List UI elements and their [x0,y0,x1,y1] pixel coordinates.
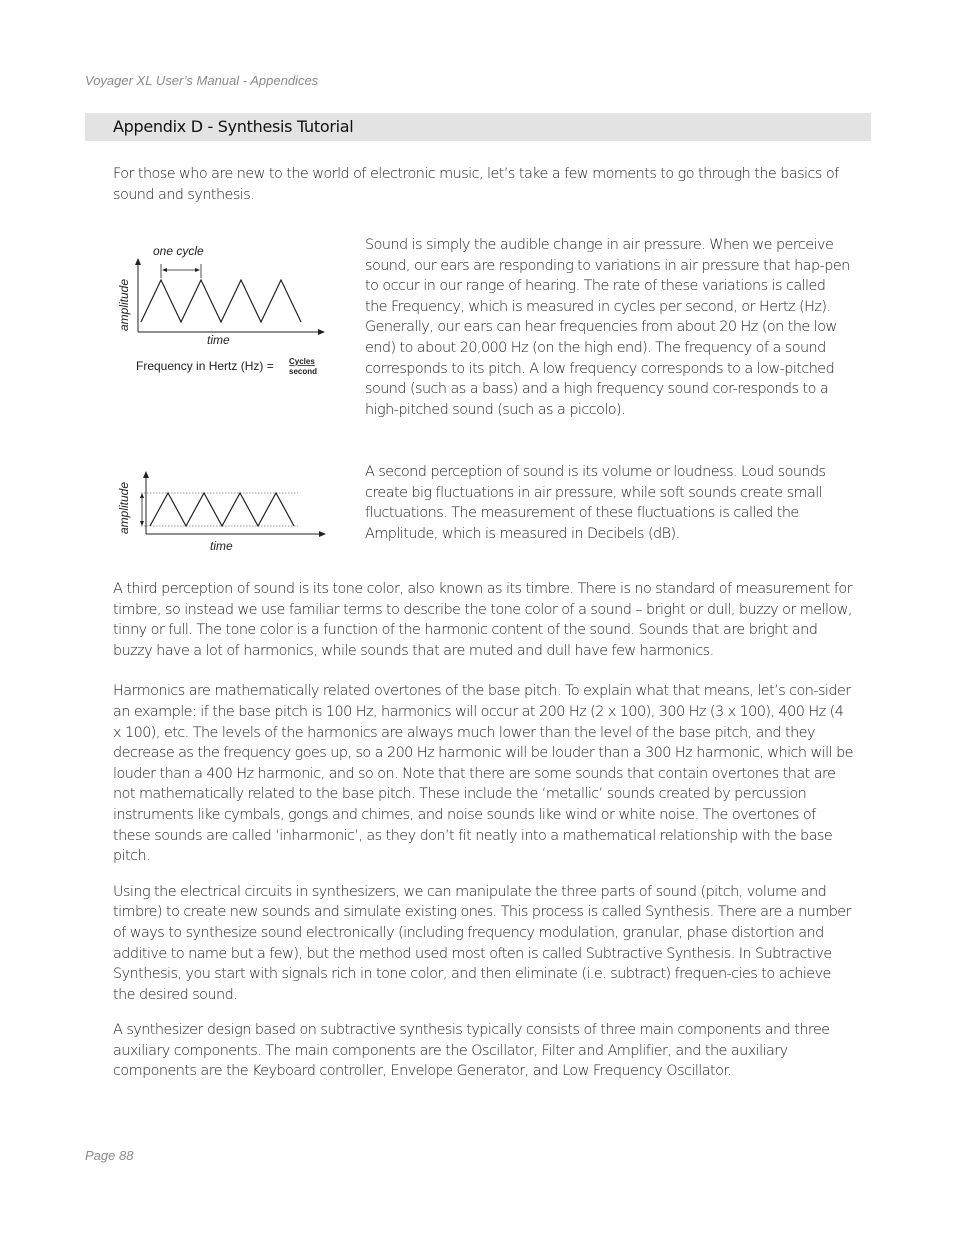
loudness-paragraph: A second perception of sound is its volume or loudness. Loud sounds create big fluctuations in air pressure, while soft sounds create small fluctuations. The measurement of these fluctuations is called the Amplitude, which is measured in Decibels (dB). [365,464,826,542]
amplitude-x-arrow [319,531,326,537]
amplitude-diagram-svg [113,466,333,558]
section-heading-bar [85,113,871,141]
pitch-paragraph: Sound is simply the audible change in air pressure. When we perceive sound, our ears are responding to variations in air pressure that hap-pen to occur in our range of hearing. The rate of these variations is called the Frequency, which is measured in cycles per second, or Hertz (Hz). Generally, our ears can hear frequencies from about 20 Hz (on the low end) to about 20,000 Hz (on the high end). The frequency of a sound corresponds to its pitch. A low frequency corresponds to a low-pitched sound (such as a bass) and a high frequency sound cor-responds to a high-pitched sound (such as a piccolo). [365,237,850,418]
frequency-diagram-svg [113,240,333,385]
cycle-arrow-left [162,268,167,272]
frequency-waveform [141,280,301,322]
formula-denominator: second [289,367,318,376]
section-title: Appendix D - Synthesis Tutorial [113,117,354,136]
frequency-y-arrow [135,258,141,265]
body-text-flow [113,579,853,1082]
frequency-formula: Frequency in Hertz (Hz) = [136,359,274,373]
amplitude-arrow-up [140,493,144,498]
amplitude-y-label: amplitude [117,481,131,534]
synthesis-paragraph: Using the electrical circuits in synthesizers, we can manipulate the three parts of sound (pitch, volume and timbre) to create new sounds and simulate existing ones. This process is called Synthesis. There are a number of ways to synthesize sound electronically (including frequency modulation, granular, phase distortion and additive to name but a few), but the method used most often is called Subtractive Synthesis. In Subtractive Synthesis, you start with signals rich in tone color, and then eliminate (i.e. subtract) frequen-cies to achieve the desired sound. [113,883,851,1003]
amplitude-arrow-down [140,521,144,526]
amplitude-x-label: time [210,539,233,553]
frequency-x-arrow [318,329,325,335]
page-number: Page 88 [85,1148,134,1163]
amplitude-waveform [150,493,294,526]
frequency-diagram [113,240,333,385]
amplitude-y-arrow [143,471,149,478]
running-header: Voyager XL User’s Manual - Appendices [85,73,319,88]
timbre-paragraph: A third perception of sound is its tone color, also known as its timbre. There is no standard of measurement for timbre, so instead we use familiar terms to describe the tone color of a sound – bright or dull, buzzy or mellow, tinny or full. The tone color is a function of the harmonic content of the sound. Sounds that are bright and buzzy have a lot of harmonics, while sounds that are muted and dull have few harmonics. [113,581,853,659]
cycle-arrow-right [195,268,200,272]
components-paragraph: A synthesizer design based on subtractive synthesis typically consists of three main components and three auxiliary components. The main components are the Oscillator, Filter and Amplifier, and the auxiliary components are the Keyboard controller, Envelope Generator, and Low Frequency Oscillator. [113,1022,830,1080]
formula-numerator: Cycles [289,357,315,366]
cycle-label: one cycle [153,244,204,258]
amplitude-diagram [113,466,333,558]
harmonics-paragraph: Harmonics are mathematically related overtones of the base pitch. To explain what that means, let’s con-sider an example: if the base pitch is 100 Hz, harmonics will occur at 200 Hz (2 x 100), 300 Hz (3 x 100), 400 Hz (4 x 100), etc. The levels of the harmonics are always much lower than the level of the base pitch, and they decrease as the frequency goes up, so a 200 Hz harmonic will be louder than a 300 Hz harmonic, which will be louder than a 400 Hz harmonic, and so on. Note that there are some sounds that contain overtones that are not mathematically related to the base pitch. These include the ‘metallic’ sounds created by percussion instruments like cymbals, gongs and chimes, and noise sounds like wind or white noise. The overtones of these sounds are called ‘inharmonic’, as they don’t fit neatly into a mathematical relationship with the base pitch. [113,683,853,865]
frequency-y-label: amplitude [117,278,131,331]
intro-paragraph: For those who are new to the world of electronic music, let’s take a few moments to go through the basics of sound and synthesis. [113,166,839,203]
frequency-x-label: time [207,333,230,347]
